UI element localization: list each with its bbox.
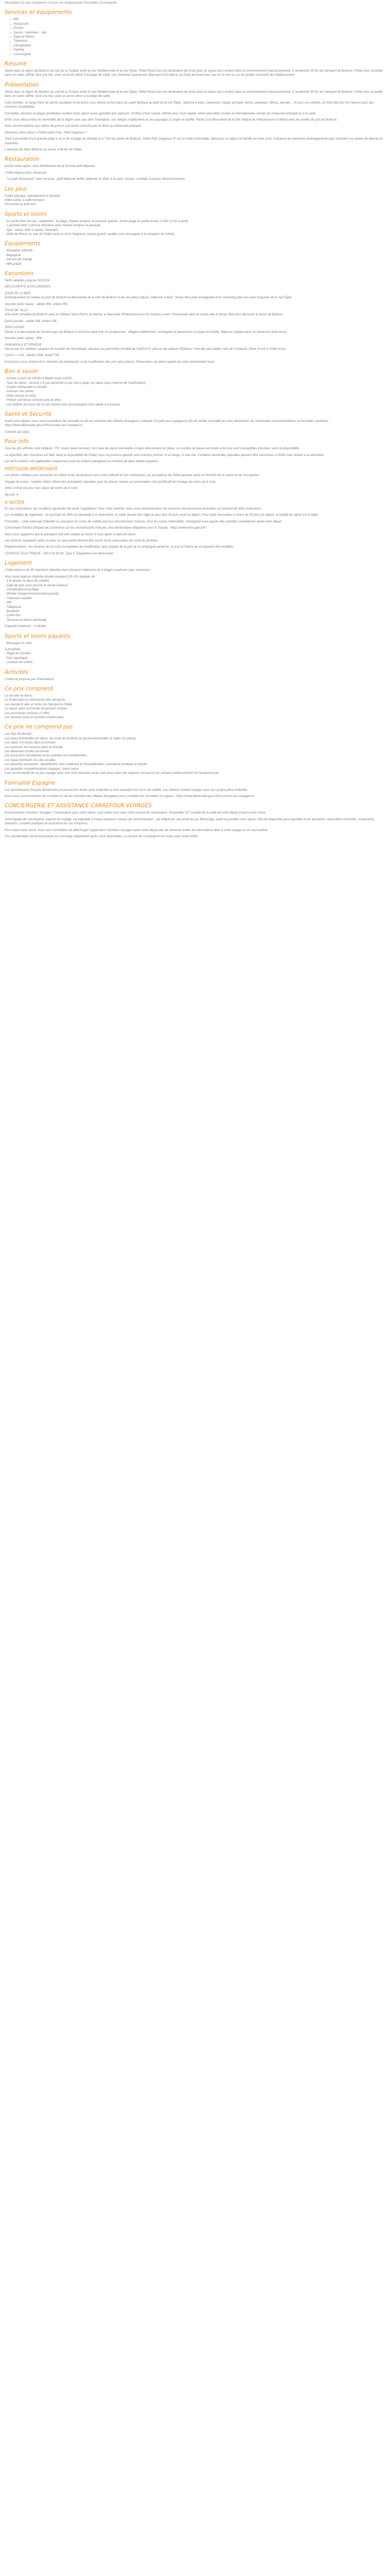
services-title: Services et équipements [5, 9, 72, 16]
sports-line: - En accès libre de mai - septembre : la plage, chaises longues et parasols gratuits. Accès plage en partie privée, à 10m (2 mn à pied). [5, 219, 189, 223]
conciergerie-paragraph: Vos coordonnées seront transmises au concierge uniquement après votre réservation. Le service de conciergerie est inclus dans votre forfait. [5, 835, 199, 838]
resume-paragraph: Nous recommandons aux clients de prévoir une tenue correcte pour le dîner au restaurant principal. [5, 125, 142, 128]
bon-a-savoir-line: - Animaux non admis. [5, 390, 35, 394]
logement-capacity: Capacité maximum : 2 adultes. [5, 625, 47, 629]
service-item: ● Salle de fitness [10, 35, 386, 39]
resume-paragraph: Formalités, piscines et plages privatisées rendent votre séjour aussi agréable que reposant. Profitez d'une cuisine raffinée pour vous régaler, entre spécialités locales et internationales servies au restaurant principal ou à la carte. [5, 112, 317, 115]
excursions-heading: DÉCOUVERTE & EXCURSIONS [5, 285, 51, 289]
logement-line: - Télévision satellite [5, 597, 32, 600]
excursion-description: Embarquement en bateau au port de Bodrum et découverte de la côte de Bodrum et de ses jolies criques. Déjeuner à bord. Temps libre pour la baignade et le snorkeling dans les eaux turquoise de la mer Égée. [5, 296, 292, 300]
resume-paragraph: Situés dans la région de Bodrum au sud de la Turquie, entre la mer Méditerranée et la mer Égée, l'hôtel Resort est une destination de choix pour un séjour tout compris dans un environnement naturel préservé. À seulement 35 km de l'aéroport de Bodrum, l'hôtel vous accueille dans un cadre raffiné, face à la mer, avec un accès direct à la plage de sable. [5, 90, 383, 98]
resume-title: Résumé [5, 61, 27, 67]
ne-comprend-paragraph: Il est recommandé de ne pas voyager avec une carte bancaire seule mais aussi avec des espèces (en euros) car certains établissements ne l'acceptent pas. [5, 772, 220, 775]
sports-line: - Salle de fitness au sein de l'hôtel voisin le Gran Seigneurs (accès gratuit, veuillez vous renseigner à la réception de l'hôtel). [5, 233, 175, 236]
sports-payants-title: Sports et loisirs payants [5, 633, 70, 639]
notes-title: A NOTER [5, 500, 25, 506]
page [0, 0, 391, 851]
sports-title: Sports et loisirs [5, 211, 47, 217]
precision-paragraph: Voyage de noces : certains hôtels offrent des prestations spéciales pour les jeunes mariés sur présentation d'un justificatif de mariage de moins de 6 mois. [5, 480, 217, 484]
resume-paragraph: Situé à proximité d'une grande plage à 10 m de la plage de Gümbet et à 7 km du centre de Bodrum, l'hôtel Petit Seigneurs 4* est un hôtel confortable, idéal pour un séjour en famille ou entre amis. Il dispose de nombreux aménagements pour satisfaire vos envies de détente et d'activités. [5, 138, 383, 145]
excursion-description: Partez à la découverte de l'arrière-pays de Bodrum à bord d'un jeep 4x4. Au programme : villages traditionnels, montagnes et panoramas à couper le souffle. Déjeuner typique dans un restaurant local inclus. [5, 330, 288, 334]
services-list [5, 18, 386, 57]
precision-paragraph: Votre contrat est pour tout séjour de moins de 4 nuits. [5, 487, 78, 490]
equipement-line: - Réception 24h/24h [5, 249, 33, 253]
ne-comprend-line: Les boissons non incluses dans la formule, [5, 745, 64, 749]
excursion-name: TOUR DE VILLE [5, 309, 28, 313]
notes-paragraph: Concernant l'Institut d'Impact de Commerce sur les ressortissants français, visa électronique obligatoire pour la Turquie : https://www.evisa.gov.tr/fr/ [5, 527, 206, 530]
equipement-line: - Wifi gratuit [5, 262, 21, 266]
equipement-line: - Service de change [5, 258, 32, 262]
bon-a-savoir-line: - Prévoir une tenue correcte pour le dîner. [5, 399, 62, 402]
notes-paragraph: COURANT ÉLECTRIQUE : 230 V et 50 Hz. Type F. Adaptateur non nécessaire. [5, 552, 114, 555]
service-item: ● Climatisation [10, 44, 386, 48]
restauration-paragraph: Durant votre séjour, vous bénéficierez de la formule petit-déjeuner. [5, 165, 96, 168]
notes-paragraph: Les modalités de règlement : un acompte de 30% est demandé à la réservation, le solde devant être réglé au plus tard 30 jours avant le départ. Pour toute réservation à moins de 30 jours du départ, la totalité du séjour est à régler. [5, 514, 319, 517]
conciergerie-title: CONCIERGERIE ET ASSISTANCE CARREFOUR VOYAGES [5, 803, 152, 809]
info-paragraph: Tous les prix affichés sont indiqués TTC, toutes taxes incluses, hors taxe de séjour éventuelle à régler directement sur place. Le nombre de places est limité et les prix sont susceptibles d'évoluer selon la disponibilité. [5, 447, 300, 451]
service-item: ● Télévision [10, 39, 386, 43]
ne-comprend-line: Les dépenses d'ordre personnel, [5, 750, 50, 754]
notes-paragraph: Les mineurs voyageant seuls ou avec un seul parent doivent être munis d'une autorisation de sortie du territoire. [5, 539, 158, 543]
sports-payants-line: À proximité : [5, 648, 22, 651]
resume-paragraph: Situés dans la région de Bodrum au sud de la Turquie, entre la mer Méditerranée et la mer Égée, l'hôtel Resort est une destination de choix pour un séjour tout compris dans un environnement naturel préservé. À seulement 35 km de l'aéroport de Bodrum, l'hôtel vous accueille dans un cadre raffiné, face à la mer, avec un accès direct à la plage de sable. Les chambres spacieuses disposent d'un balcon ou d'une terrasse avec vue sur la mer ou sur les jardins luxuriants de l'établissement. [5, 70, 383, 77]
equipement-line: - Bagagerie [5, 253, 21, 257]
ne-comprend-line: Les taxes éventuelles de séjour, de sortie du territoire ou gouvernementales (à régler sur place), [5, 737, 137, 740]
restauration-title: Restauration [5, 156, 40, 163]
logement-title: Logement [5, 560, 32, 567]
restauration-paragraph: - "Le petit Restaurant" avec terrasse : petit-déjeuner buffet, déjeuner et dîner à la carte, snacks, cocktails et pause rafraîchissement. [5, 178, 186, 181]
comprend-line: Le vol aller et retour, [5, 694, 33, 698]
excursions-note: Excursions sous réserve d'un minimum de participants et de modification des prix sans préavis. Réservation sur place auprès de notre représentant local. [5, 360, 215, 364]
precision-paragraph: Nb.nuit: 4 [5, 493, 18, 497]
bon-a-savoir-line: - Taxe de séjour : environ 2 € par personne et par nuit à régler sur place (sous réserve de modification). [5, 381, 146, 385]
excursion-description: Une visite complète de Bodrum avec le château Saint-Pierre, la marina, le Mausolée d'Halicarnasse et les moulins à vent. Promenade dans le centre-ville et temps libre pour découvrir le bazar de Bodrum. [5, 313, 284, 317]
info-title: Pour info [5, 438, 29, 445]
resume-paragraph: L'aéroport de Milas-Bodrum se trouve à 48 km de l'hôtel. [5, 148, 83, 151]
ne-comprend-title: Ce prix ne comprend pas [5, 724, 73, 731]
presentation-title: Présentation [5, 81, 39, 88]
excursion-name: JOUR DE LA MER [5, 292, 31, 295]
logement-paragraph: L'hôtel dispose de 39 chambres réparties dans plusieurs bâtiments de 3 étages maximum avec ascenseur. [5, 569, 151, 572]
excursions-title: Excursions [5, 270, 34, 277]
logement-line: - Wifi [5, 601, 12, 605]
resume-paragraph: Réservez votre séjour à l'hôtel Adaö Only - Petit Seigneurs *. [5, 131, 88, 134]
bon-a-savoir-title: Bon à savoir [5, 368, 39, 375]
resume-paragraph: Enfin, vous découvrirez les merveilles de la région avec ses sites historiques, ses villages traditionnels et ses paysages à couper le souffle. Partez à la découverte de la cité antique de Halicarnasse ou flânez dans les ruelles du port de Bodrum. [5, 118, 338, 122]
sante-title: Santé et Sécurité [5, 411, 52, 417]
logement-paragraph: Vous serez logé en chambre double standard (25 m²), équipée de : [5, 575, 97, 579]
comprend-line: Le séjour selon la formule de pension choisie, [5, 707, 68, 711]
sports-payants-line: - Location de voiture [5, 661, 33, 665]
conciergerie-paragraph: Votre équipe de conciergerie, experte en voyage, est joignable à travers plusieurs canaux de communication : par téléphone, par email ou par WhatsApp, avant et pendant votre séjour. Elle est disponible pour répondre à vos questions, réservation d'activités, restaurants, transferts, conseils pratiques et assistance en cas d'imprévu. [5, 818, 375, 826]
ne-comprend-line: Les garanties complémentaires bagages, retard avion. [5, 767, 79, 771]
notes-paragraph: En cas d'annulation, les conditions générales de vente s'appliquent. Pour votre sérénité, nous vous recommandons de souscrire une assurance annulation au moment de votre réservation. [5, 507, 262, 511]
precision-title: PRÉCISION IMPORTANTE [5, 467, 58, 472]
service-item: ● Parking [10, 48, 386, 52]
notes-paragraph: Formalités : carte nationale d'identité ou passeport en cours de validité pour les ressortissants français. Pour les autres nationalités, renseignez-vous auprès des autorités compétentes avant votre départ. [5, 520, 283, 523]
plus-title: Les plus [5, 185, 27, 192]
top-line: Description Ce prix comprend • Ce prix ne comprend pas Formalités Convergente [5, 2, 117, 5]
sports-payants-line: - Parc aquatique [5, 656, 28, 660]
sports-payants-line: - Plage de Gümbet [5, 652, 31, 656]
logement-line: - Coffre-fort [5, 614, 21, 618]
excursion-description: Découvrez les célèbres vasques de travertin de Pamukkale, classées au patrimoine mondial de l'UNESCO, puis le site antique d'Éphèse, l'une des plus belles cités de l'Antiquité. Dîner et nuit à l'hôtel inclus. [5, 347, 287, 351]
sports-line: - 2 piscines dont 1 piscine intérieure avec chaises longues et parasols. [5, 224, 102, 228]
ne-comprend-line: Les repas non inclus dans la formule, [5, 741, 56, 745]
sante-paragraph: Avant votre départ, nous vous conseillons de consulter le site du ministère des Affaires étrangères (rubrique Conseils aux voyageurs) afin de vérifier l'actualité de votre destination, les éventuelles recommandations et formalités sanitaires : https://www.diplomatie.gouv.fr/fr/conseils-aux-voyageurs/ [5, 419, 330, 428]
logement-line: - Bouilloire [5, 609, 20, 613]
logement-line: - Terrasse ou balcon aménagé [5, 618, 47, 622]
sports-line: - Spa : sauna, bain à vapeur, hammam. [5, 228, 59, 232]
ne-comprend-line: Les garanties annulation, rapatriement, frais médicaux et l'hospitalisation, assistance juridique et pénale, [5, 763, 148, 767]
service-item: ● Wifi [10, 18, 386, 22]
info-paragraph: Les tarifs enfants sont applicables uniquement pour les enfants partageant la chambre de deux adultes payants. [5, 460, 158, 463]
resume-paragraph: Côté activités, un large choix de sports nautiques et de loisirs vous attend, le tout dans un cadre idyllique au pied de la mer Égée : planche à voile, catamaran, kayak, plongée, tennis, pétanque, fitness, aérobic... Et pour vos enfants, un mini-club leur est réservé pour des moments inoubliables. [5, 101, 374, 109]
conciergerie-paragraph: Exclusivement Carrefour Voyages ! Conciergerie pour votre séjour, vous aidez-vous avec notre service de conciergerie. Disponible 7j/7 complet de la veille de votre départ jusqu'à votre retour. [5, 811, 267, 815]
plus-item: Hôtel calme, à taille humaine [5, 198, 45, 202]
ne-comprend-line: Les excursions facultatives et les activités non mentionnées, [5, 754, 88, 758]
excursion-price: 2 jours / 1 nuit : adulte 150€, enfant 75€ [5, 354, 59, 358]
sports-payants-line: - Massages et soins [5, 641, 32, 645]
bon-a-savoir-line: - Les enfants de moins de 12 ans doivent être accompagnés d'un adulte à la piscine. [5, 403, 121, 406]
logement-line: - 1 lit double ou deux lits simples [5, 580, 50, 583]
plus-item: Cadre atypique, spécialement à Gümbet [5, 194, 60, 198]
precision-paragraph: Les photos utilisées pour présenter les hôtels et les destinations sont à titre indicatif et non contractuel. Les prestations de l'hôtel peuvent varier en fonction de la saison et de l'occupation. [5, 474, 260, 478]
logement-line: - Salle de bain avec douche et sèche-cheveux [5, 584, 68, 587]
comprend-line: Le forfait taxes et redevances des aéroports, [5, 699, 66, 702]
restauration-paragraph: L'hôtel dispose d'un restaurant : [5, 171, 48, 175]
info-paragraph: La répartition des chambres est faite selon la disponibilité de l'hôtel, nous ne pouvons garantir une chambre précise, ni un étage, ni une vue. Certaines demandes spéciales peuvent être transmises à l'hôtel mais restent à sa discrétion. [5, 453, 325, 457]
activites-paragraph: L'hôtel ne propose pas d'animations. [5, 677, 55, 681]
service-item: ● Piscine [10, 26, 386, 30]
service-item: ● Sauna - Hammam - Spa [10, 31, 386, 35]
excursion-price: Journée (avec repas) : adulte 45€, enfant 25€ [5, 302, 68, 306]
comprend-line: Les transferts aller et retour de l'aéroport à l'hôtel, [5, 703, 73, 706]
bon-a-savoir-line: - Hôtel rénové en 2021. [5, 394, 37, 398]
conciergerie-paragraph: Pour mieux vous servir, nous vous conseillons de télécharger l'application Carrefour Voyages avant votre départ afin de retrouver toutes les informations liées à votre voyage en un seul endroit. [5, 828, 268, 832]
logement-line: - Minibar (réapprovisionnement payant) [5, 592, 59, 596]
excursions-validity: Tarifs valables jusqu'au 31/10/24 [5, 279, 50, 283]
service-item: ● Conciergerie [10, 53, 386, 57]
formalite-title: Formalité Espagne [5, 779, 56, 786]
bon-a-savoir-line: - Caution demandée à l'arrivée. [5, 385, 48, 389]
excursion-price: Journée (avec repas) : 40€ [5, 337, 42, 341]
ne-comprend-line: Les repas éventuels lors des escales, [5, 758, 57, 762]
logement-line: - Climatisation/chauffage [5, 588, 39, 591]
formalite-paragraph: Nous vous recommandons de consulter le site du ministère des Affaires étrangères pour connaître les formalités en vigueur : https://www.diplomatie.gouv.fr/fr/conseils-aux-voyageurs/ [5, 794, 254, 798]
comprend-line: Les assurances incluses à l'offre, [5, 711, 51, 715]
logement-line: - Téléphone [5, 605, 22, 609]
bon-a-savoir-line: - Arrivée à partir de 14h00 et départ avant 12h00. [5, 377, 73, 381]
notes-paragraph: Nous vous rappelons que le passeport doit être valable au moins 6 mois après la date de retour. [5, 533, 137, 536]
ne-comprend-line: Les frais de dossier, [5, 733, 32, 736]
excursion-price: Demi-journée : adulte 30€, enfant 15€ [5, 319, 57, 323]
plus-item: Personnel au petit soin [5, 203, 37, 207]
excursion-name: PAMUKKALE ET ÉPHÈSE [5, 343, 42, 347]
equipements-title: Équipements [5, 241, 40, 247]
service-item: ● Restaurant [10, 22, 386, 26]
excursion-name: JEEP SAFARI [5, 326, 24, 330]
comprend-title: Ce prix comprend [5, 686, 53, 692]
activites-title: Activités [5, 669, 28, 675]
formalite-paragraph: Les ressortissants français doivent être en possession d'une carte d'identité ou d'un passeport en cours de validité. Les mineurs doivent voyager avec leur propre pièce d'identité. [5, 788, 248, 792]
comprend-line: Les services listés et activités mentionnées. [5, 716, 65, 720]
notes-paragraph: Réglementation : les horaires de vol sont susceptibles de modification sans préavis de la part de la compagnie aérienne. Le jour et l'heure de vol peuvent être modifiés. [5, 546, 234, 549]
sante-paragraph: Conseils par pays. [5, 430, 30, 434]
